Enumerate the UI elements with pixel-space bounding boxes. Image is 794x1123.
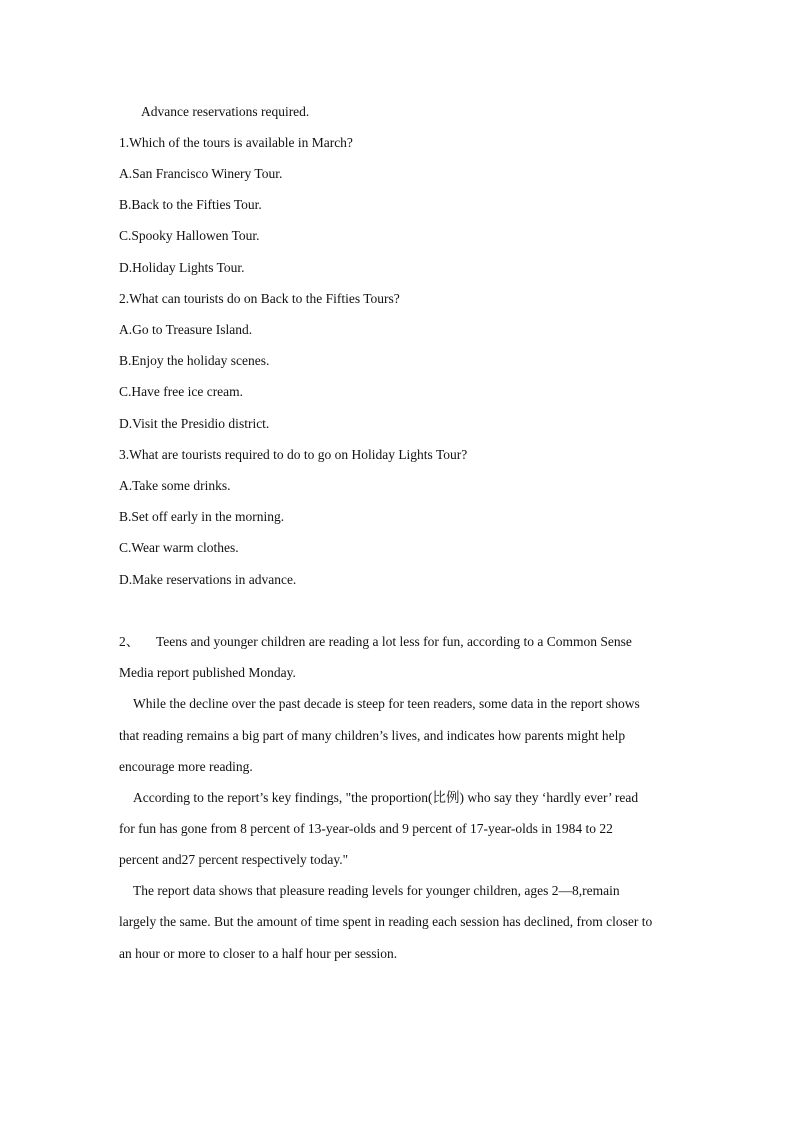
passage-2-line-5: encourage more reading. xyxy=(119,759,253,774)
passage-2-line-3: While the decline over the past decade is steep for teen readers, some data in the report shows xyxy=(133,696,640,711)
passage-2-line-8: percent and27 percent respectively today." xyxy=(119,852,349,867)
passage-2-line-9: The report data shows that pleasure reading levels for younger children, ages 2—8,remain xyxy=(133,883,620,898)
passage-2-line-1: Teens and younger children are reading a lot less for fun, according to a Common Sense xyxy=(156,634,632,649)
question-1-option-d: D.Holiday Lights Tour. xyxy=(119,260,245,275)
question-2-option-d: D.Visit the Presidio district. xyxy=(119,416,270,431)
question-3-option-c: C.Wear warm clothes. xyxy=(119,540,239,555)
passage-2-line-2: Media report published Monday. xyxy=(119,665,296,680)
passage-2-line-4: that reading remains a big part of many children’s lives, and indicates how parents might help xyxy=(119,728,626,743)
question-1-option-b: B.Back to the Fifties Tour. xyxy=(119,197,262,212)
question-1-stem: 1.Which of the tours is available in March? xyxy=(119,135,353,150)
passage-2-line-11: an hour or more to closer to a half hour per session. xyxy=(119,946,398,961)
question-2-option-c: C.Have free ice cream. xyxy=(119,384,244,399)
question-3-stem: 3.What are tourists required to do to go on Holiday Lights Tour? xyxy=(119,447,468,462)
question-3-option-d: D.Make reservations in advance. xyxy=(119,572,297,587)
passage-2-first-line xyxy=(0,633,794,651)
passage-2-number: 2、 xyxy=(119,634,140,649)
question-2-stem: 2.What can tourists do on Back to the Fifties Tours? xyxy=(119,291,400,306)
question-1-option-c: C.Spooky Hallowen Tour. xyxy=(119,228,260,243)
question-3-option-b: B.Set off early in the morning. xyxy=(119,509,285,524)
question-2-option-b: B.Enjoy the holiday scenes. xyxy=(119,353,270,368)
question-2-option-a: A.Go to Treasure Island. xyxy=(119,322,253,337)
passage-2-line-7: for fun has gone from 8 percent of 13-year-olds and 9 percent of 17-year-olds in 1984 to 22 xyxy=(119,821,613,836)
intro-note: Advance reservations required. xyxy=(141,104,310,119)
passage-2-line-6: According to the report’s key findings, "the proportion(比例) who say they ‘hardly ever’ read xyxy=(133,790,639,805)
question-1-option-a: A.San Francisco Winery Tour. xyxy=(119,166,283,181)
passage-2-line-10: largely the same. But the amount of time spent in reading each session has declined, from closer to xyxy=(119,914,653,929)
question-3-option-a: A.Take some drinks. xyxy=(119,478,231,493)
